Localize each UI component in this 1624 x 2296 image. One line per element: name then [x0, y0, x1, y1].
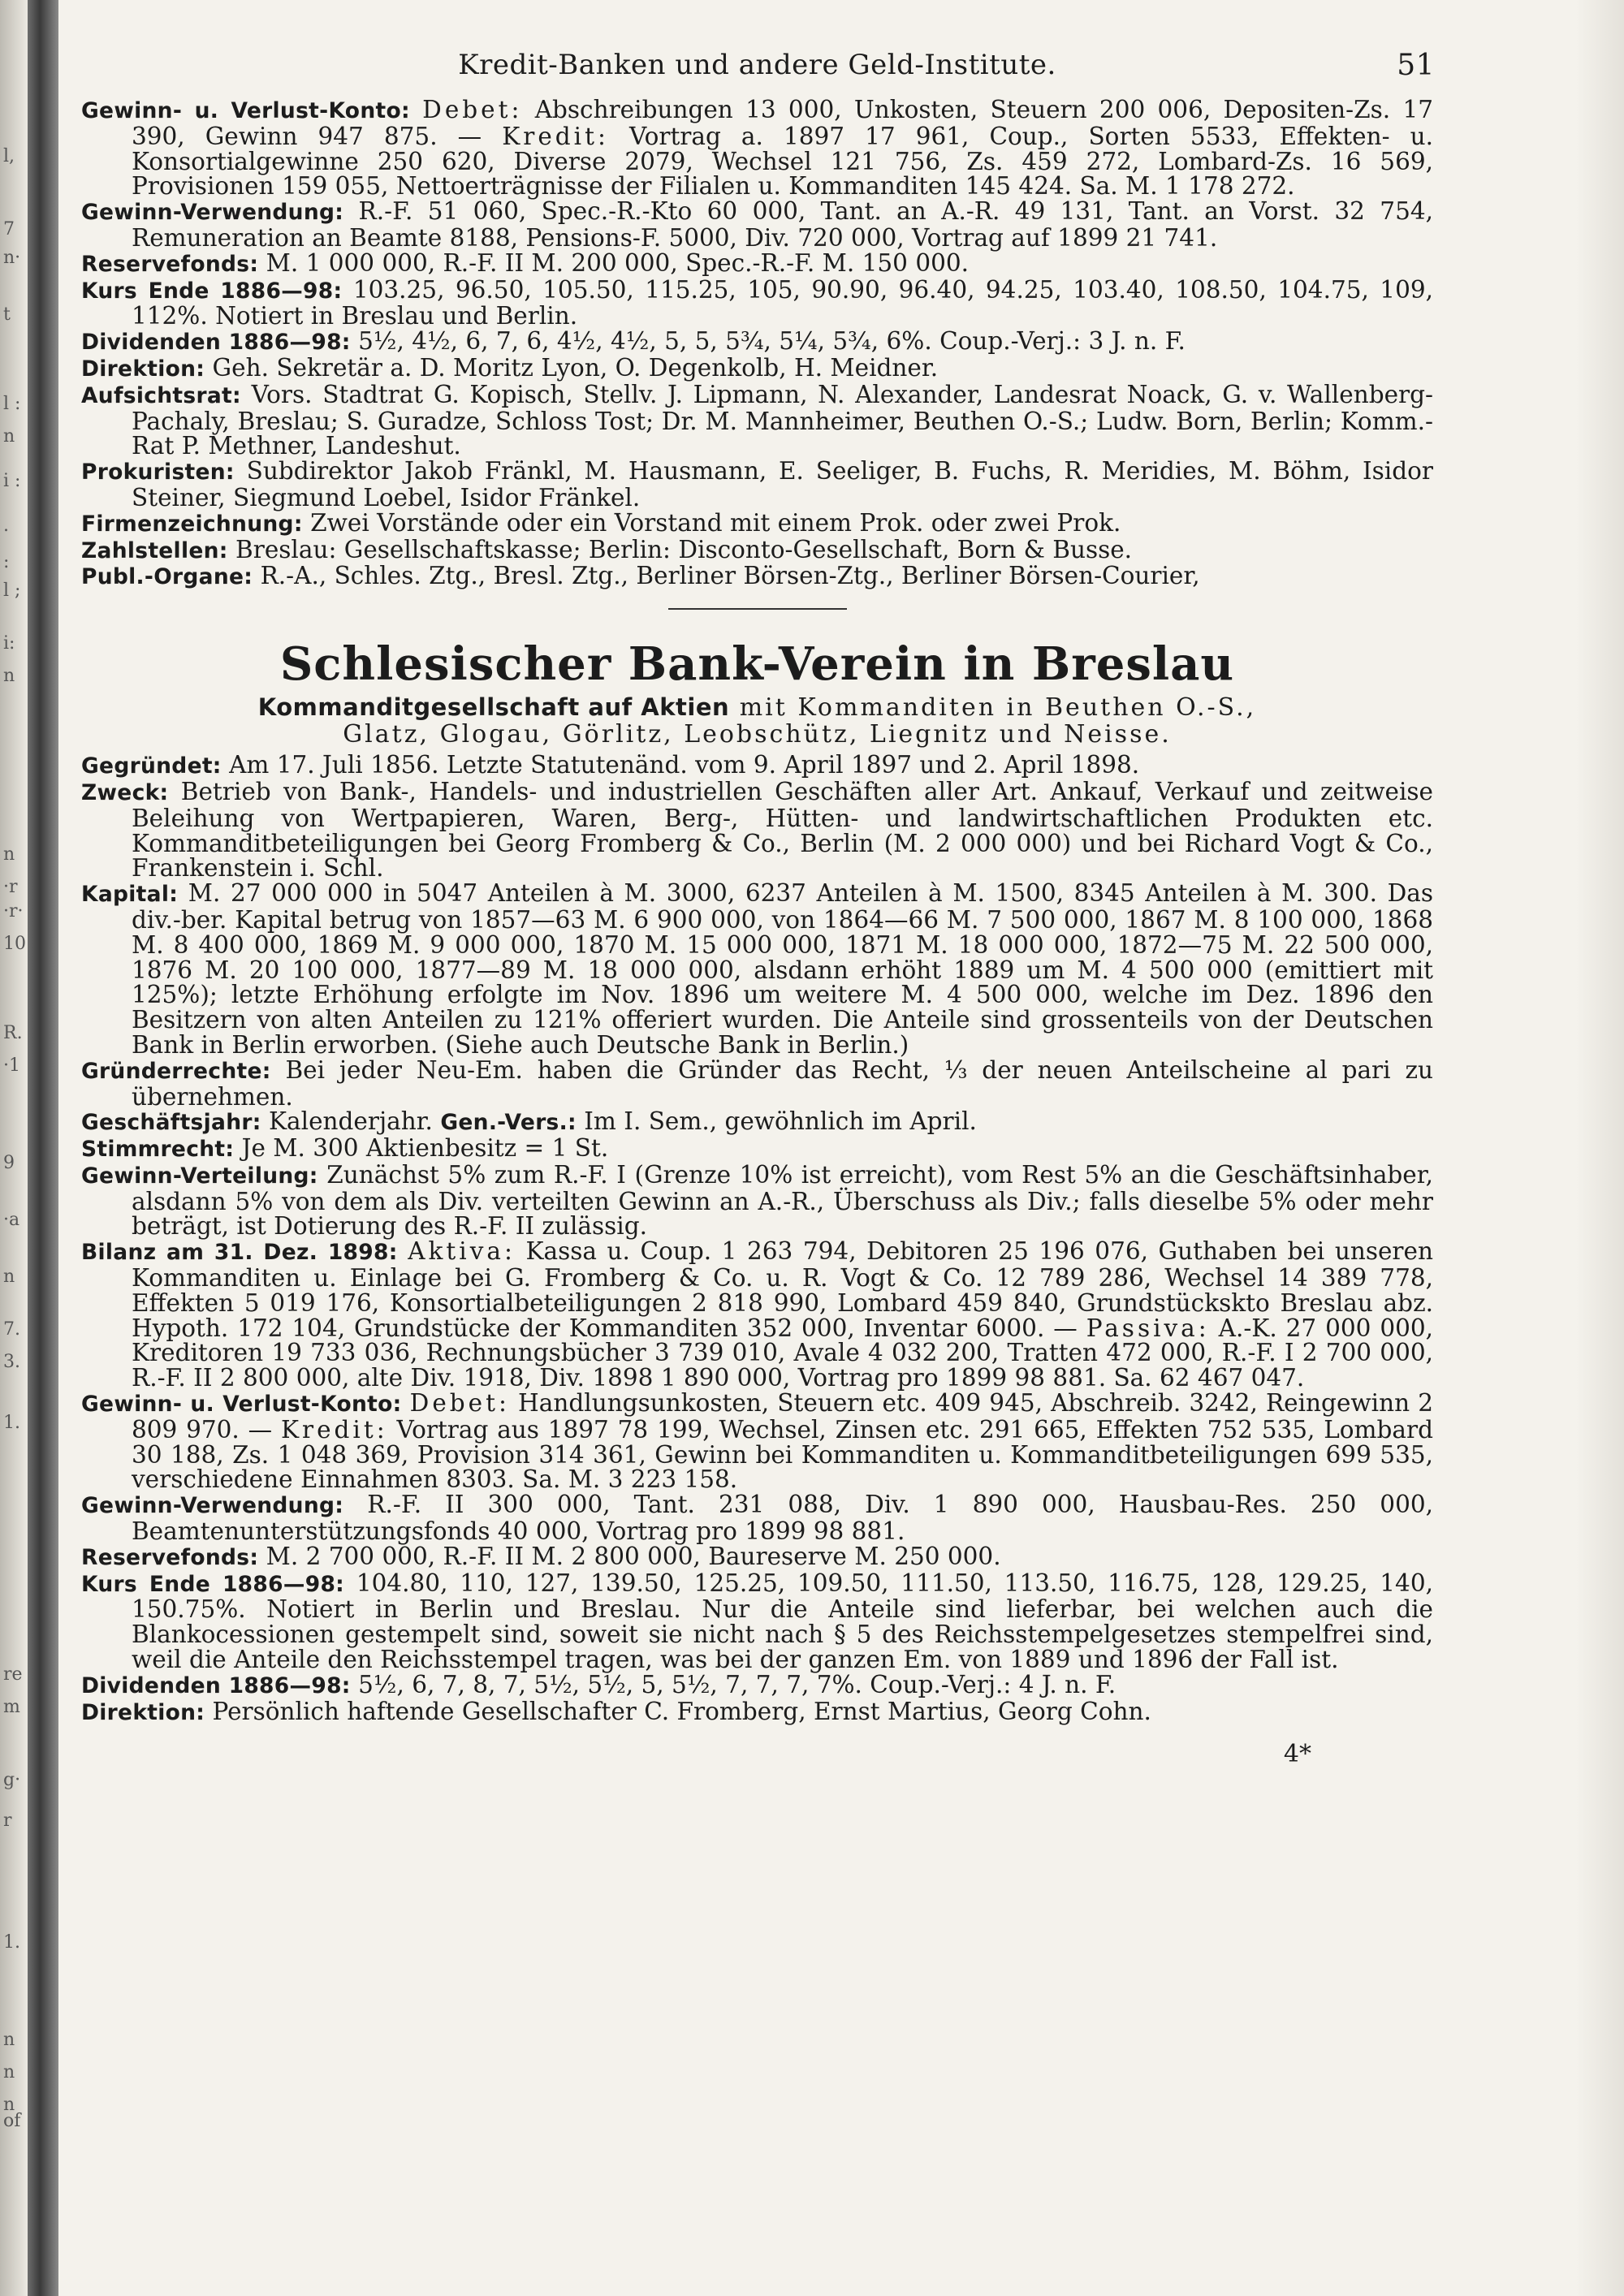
entry-text: Kassa u. Coup. 1 263 794, Debitoren 25 196 076, Guthaben bei unseren Kommanditen u. Einlage bei G. Fromberg & Co. u. R. Vogt & Co. 12 789 286, Wechsel 14 389 778, Effekten 5 019 176, Konsortialbeteiligungen 2 818 990, Lombard 459 840, Grundstückskto Breslau abz. Hypoth. 172 104, Grundstücke der Kommanditen 352 000, Inventar 6000. — [132, 1237, 1433, 1342]
entry [81, 1571, 1433, 1672]
entry-text: Zunächst 5% zum R.-F. I (Grenze 10% ist erreicht), vom Rest 5% an die Geschäftsinhaber, alsdann 5% von dem als Div. verteilten Gewinn an A.-R., Überschuss als Div.; falls dieselbe 5% oder mehr beträgt, ist Dotierung des R.-F. II zulässig. [132, 1160, 1433, 1241]
entry-text: Am 17. Juli 1856. Letzte Statutenänd. vom 9. April 1897 und 2. April 1898. [221, 751, 1140, 779]
entry [81, 1672, 1433, 1699]
entry-text: Abschreibungen 13 000, Unkosten, Steuern 200 006, Depositen-Zs. 17 390, Gewinn 947 875. — [132, 96, 1433, 150]
entry-key: Aufsichtsrat: [81, 382, 241, 408]
entry-spaced-label: Debet: [422, 96, 523, 123]
entry [81, 329, 1433, 356]
entry-text: Geh. Sekretär a. D. Moritz Lyon, O. Degenkolb, H. Meidner. [205, 353, 939, 382]
entry-spaced-label: Kredit: [280, 1415, 388, 1444]
margin-fragment: . [3, 516, 9, 536]
entry-text: Handlungsunkosten, Steuern etc. 409 945, Abschreib. 3242, Reingewinn 2 809 970. — [132, 1389, 1433, 1444]
margin-fragment: m [3, 1697, 20, 1717]
entry-text: Betrieb von Bank-, Handels- und industriellen Geschäften aller Art. Ankauf, Verkauf und zeitweise Beleihung von Wertpapieren, Waren, Berg-, Hütten- und landwirtschaftlichen Produkten etc. Kommanditbeteiligungen bei Georg Fromberg & Co., Berlin (M. 2 000 000) und bei Richard Vogt & Co., Frankenstein i. Schl. [132, 777, 1433, 883]
entry-key: Kurs Ende 1886—98: [81, 278, 343, 304]
entry [81, 199, 1433, 251]
entry-spaced-label: Debet: [409, 1389, 510, 1418]
entry-spaced-label: Aktiva: [408, 1237, 516, 1266]
margin-fragment: 9 [3, 1153, 15, 1173]
page-number: 51 [1397, 49, 1435, 82]
signature-mark: 4* [1283, 1740, 1311, 1769]
entry-key: Gewinn-Verwendung: [81, 1493, 344, 1519]
entry [81, 779, 1433, 881]
entry-key: Direktion: [81, 1699, 205, 1725]
entry-text: R.-F. 51 060, Spec.-R.-Kto 60 000, Tant. an A.-R. 49 131, Tant. an Vorst. 32 754, Remuneration an Beamte 8188, Pensions-F. 5000, Div. 720 000, Vortrag auf 1899 21 741. [132, 197, 1433, 252]
entry [81, 1055, 1433, 1111]
entry [81, 353, 1433, 382]
entry-spaced-label: Passiva: [1086, 1314, 1210, 1342]
entry-text: Breslau: Gesellschaftskasse; Berlin: Disconto-Gesellschaft, Born & Busse. [227, 535, 1133, 563]
entry [81, 97, 1433, 199]
entry-key: Gewinn- u. Verlust-Konto: [81, 1392, 402, 1418]
margin-fragment: 7 [3, 219, 15, 240]
entry-key: Publ.-Organe: [81, 564, 253, 590]
entry-text: Je M. 300 Aktienbesitz = 1 St. [234, 1134, 609, 1163]
entry-key: Bilanz am 31. Dez. 1898: [81, 1240, 398, 1266]
margin-fragment: n [3, 1267, 15, 1287]
entry-key: Direktion: [81, 356, 205, 382]
entry-text: Vortrag a. 1897 17 961, Coup., Sorten 5533, Effekten- u. Konsortialgewinne 250 620, Diverse 2079, Wechsel 121 756, Zs. 459 272, Lombard-Zs. 16 569, Provisionen 159 055, Nettoerträgnisse der Filialen u. Kommanditen 145 424. Sa. M. 1 178 272. [132, 122, 1433, 201]
margin-fragment: ·a [3, 1210, 20, 1230]
margin-fragment: i: [3, 633, 15, 654]
entry [81, 275, 1433, 330]
entry [81, 382, 1433, 459]
entry-key: Zweck: [81, 779, 169, 805]
entry [81, 1699, 1433, 1726]
margin-fragment: r [3, 1810, 12, 1831]
entry-key: Reservefonds: [81, 1544, 259, 1570]
entry [81, 1239, 1433, 1391]
margin-fragment: ·r [3, 877, 18, 897]
margin-fragment: n· [3, 248, 21, 268]
margin-fragment: n [3, 2095, 15, 2115]
entry [81, 537, 1433, 564]
entry-key: Gegründet: [81, 753, 222, 779]
margin-fragment: 1. [3, 1932, 20, 1953]
margin-fragment: l, [3, 146, 15, 166]
entry-text: 103.25, 96.50, 105.50, 115.25, 105, 90.90, 96.40, 94.25, 103.40, 108.50, 104.75, 109, 112%. Notiert in Breslau und Berlin. [132, 275, 1433, 330]
margin-fragment: re [3, 1664, 23, 1685]
entry-text: Bei jeder Neu-Em. haben die Gründer das Recht, ⅓ der neuen Anteilscheine al pari zu übernehmen. [132, 1055, 1433, 1111]
entry [81, 881, 1433, 1058]
entry [81, 1492, 1433, 1544]
entry-key: Kapital: [81, 882, 179, 908]
entry-key: Gewinn- u. Verlust-Konto: [81, 98, 410, 123]
entry-spaced-label: Kredit: [502, 122, 609, 150]
entry-key: Prokuristen: [81, 460, 235, 486]
entry-text: 5½, 6, 7, 8, 7, 5½, 5½, 5, 5½, 7, 7, 7, 7%. Coup.-Verj.: 4 J. n. F. [350, 1670, 1116, 1698]
entry-text: 104.80, 110, 127, 139.50, 125.25, 109.50, 111.50, 113.50, 116.75, 128, 129.25, 140, 150.75%. Notiert in Berlin und Breslau. Nur die Anteile sind lieferbar, bei welchen auch die Blankocessionen gestempelt sind, soweit sie nicht nach § 5 des Reichsstempelgesetzes stempelfrei sind, weil die Anteile den Reichsstempel tragen, was bei der ganzen Em. von 1889 und 1896 der Fall ist. [132, 1569, 1433, 1674]
entry-text: Persönlich haftende Gesellschafter C. Fromberg, Ernst Martius, Georg Cohn. [205, 1697, 1151, 1725]
entry-key: Geschäftsjahr: [81, 1110, 261, 1136]
subtitle-rest: mit Kommanditen in Beuthen O.-S., [729, 693, 1257, 723]
entry-text [402, 1389, 410, 1417]
entry-text: Kalenderjahr. [261, 1107, 441, 1136]
section-divider [668, 608, 847, 610]
section-subtitle [81, 694, 1433, 748]
margin-fragment: l : [3, 394, 21, 414]
entry [81, 248, 1433, 278]
margin-fragment: of [3, 2111, 21, 2131]
entry-text: Vortrag aus 1897 78 199, Wechsel, Zinsen etc. 291 665, Effekten 752 535, Lombard 30 188, Zs. 1 048 369, Provision 314 361, Gewinn bei Kommanditen u. Kommanditbeteiligungen 699 535, verschiedene Einnahmen 8303. Sa. M. 3 223 158. [132, 1415, 1433, 1494]
entry-text [398, 1237, 408, 1265]
entry [81, 1109, 1433, 1136]
entry-key: Kurs Ende 1886—98: [81, 1571, 345, 1597]
entry-key: Zahlstellen: [81, 537, 228, 563]
entry-text: Subdirektor Jakob Fränkl, M. Hausmann, E. Seeliger, B. Fuchs, R. Meridies, M. Böhm, Isidor Steiner, Siegmund Loebel, Isidor Fränkel. [132, 457, 1433, 511]
entry [81, 1160, 1433, 1241]
entry-key: Stimmrecht: [81, 1137, 235, 1163]
entry-text: Im I. Sem., gewöhnlich im April. [576, 1107, 977, 1136]
entry-text: A.-K. 27 000 000, Kreditoren 19 733 036, Rechnungsbücher 3 739 010, Avale 4 032 200, Tratten 472 000, R.-F. I 2 700 000, R.-F. II 2 800 000, alte Div. 1918, Div. 1898 1 890 000, Vortrag pro 1899 98 881. Sa. 62 467 047. [132, 1314, 1433, 1392]
entry-key: Gründerrechte: [81, 1058, 271, 1084]
header-title: Kredit-Banken und andere Geld-Institute. [458, 49, 1056, 81]
entry-text [410, 96, 422, 123]
entry-key: Dividenden 1886—98: [81, 330, 351, 356]
entry [81, 1544, 1433, 1571]
margin-fragment: n [3, 666, 15, 686]
entry-key: Gewinn-Verteilung: [81, 1163, 318, 1189]
entry-text: Zwei Vorstände oder ein Vorstand mit einem Prok. oder zwei Prok. [302, 508, 1121, 537]
margin-fragment: n [3, 844, 15, 865]
entry-inline-key: Gen.-Vers.: [440, 1110, 577, 1136]
entry-text: R.-F. II 300 000, Tant. 231 088, Div. 1 890 000, Hausbau-Res. 250 000, Beamtenunterstützungsfonds 40 000, Vortrag pro 1899 98 881. [132, 1491, 1433, 1546]
entry-key: Reservefonds: [81, 251, 259, 277]
entry-key: Gewinn-Verwendung: [81, 200, 344, 226]
margin-fragment: ·1 [3, 1055, 20, 1076]
margin-fragment: 3. [3, 1352, 20, 1372]
margin-fragment: R. [3, 1023, 23, 1043]
running-header [81, 49, 1433, 97]
entry-text: R.-A., Schles. Ztg., Bresl. Ztg., Berliner Börsen-Ztg., Berliner Börsen-Courier, [253, 562, 1200, 590]
entry-key: Dividenden 1886—98: [81, 1672, 351, 1698]
entry [81, 1391, 1433, 1492]
margin-fragment: 10 [3, 934, 26, 954]
document-page [81, 49, 1433, 1768]
margin-fragment: i : [3, 471, 21, 491]
company-form: Kommanditgesellschaft auf Aktien [257, 693, 730, 722]
entry-text: M. 2 700 000, R.-F. II M. 2 800 000, Baureserve M. 250 000. [258, 1542, 1001, 1570]
section-entries [81, 753, 1433, 1725]
margin-fragment: 7. [3, 1319, 20, 1340]
margin-fragment: n [3, 2062, 15, 2082]
entry [81, 563, 1433, 590]
subtitle-line2: Glatz, Glogau, Görlitz, Leobschütz, Liegnitz und Neisse. [343, 720, 1172, 749]
entry-text: 5½, 4½, 6, 7, 6, 4½, 4½, 5, 5, 5¾, 5¼, 5¾, 6%. Coup.-Verj.: 3 J. n. F. [350, 327, 1186, 356]
binding-edge [28, 0, 58, 2296]
section-title: Schlesischer Bank-Verein in Breslau [279, 637, 1235, 692]
entry [81, 459, 1433, 511]
entry-key: Firmenzeichnung: [81, 511, 303, 537]
margin-fragment: l ; [3, 580, 21, 601]
margin-fragment: t [3, 304, 11, 325]
entry-text: Vors. Stadtrat G. Kopisch, Stellv. J. Lipmann, N. Alexander, Landesrat Noack, G. v. Wallenberg-Pachaly, Breslau; S. Guradze, Schloss Tost; Dr. M. Mannheimer, Beuthen O.-S.; Ludw. Born, Berlin; Komm.-Rat P. Methner, Landeshut. [132, 380, 1433, 460]
margin-fragment: 1. [3, 1413, 20, 1433]
entry-text: M. 27 000 000 in 5047 Anteilen à M. 3000, 6237 Anteilen à M. 1500, 8345 Anteilen à M. 300. Das div.-ber. Kapital betrug von 1857—63 M. 6 900 000, von 1864—66 M. 7 500 000, 1867 M. 8 100 000, 1868 M. 8 400 000, 1869 M. 9 000 000, 1870 M. 15 000 000, 1871 M. 18 000 000, 1872—75 M. 22 500 000, 1876 M. 20 100 000, 1877—89 M. 18 000 000, alsdann erhöht 1889 um M. 4 500 000 (emittiert mit 125%); letzte Erhöhung erfolgte im Nov. 1896 um weitere M. 4 500 000, welche im Dez. 1896 den Besitzern von alten Anteilen zu 121% offeriert wurden. Die Anteile sind grossenteils von der Deutschen Bank in Berlin erworben. (Siehe auch Deutsche Bank in Berlin.) [132, 879, 1433, 1059]
margin-fragment: n [3, 2030, 15, 2050]
left-margin-fragments [0, 0, 28, 2296]
margin-fragment: ·r· [3, 901, 24, 921]
entry [81, 753, 1433, 779]
entry [81, 508, 1433, 537]
entry [81, 1136, 1433, 1163]
margin-fragment: : [3, 552, 10, 572]
entry-text: M. 1 000 000, R.-F. II M. 200 000, Spec.-R.-F. M. 150 000. [258, 248, 970, 277]
margin-fragment: n [3, 426, 15, 447]
previous-bank-entries [81, 97, 1433, 590]
margin-fragment: g· [3, 1770, 21, 1790]
page-edge-shade [1575, 0, 1624, 2296]
